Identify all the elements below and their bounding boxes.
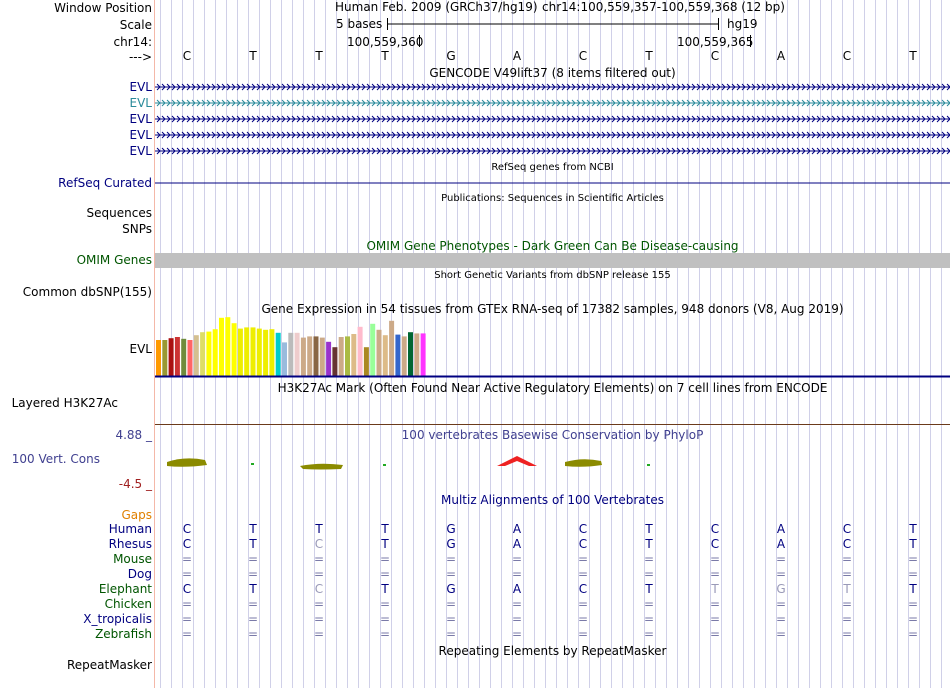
dna-base: C	[842, 49, 852, 63]
alignment-base: A	[776, 537, 786, 551]
gtex-tissue-bar	[206, 332, 211, 376]
alignment-base: =	[247, 627, 259, 641]
scale-db: hg19	[727, 17, 758, 31]
alignment-base: =	[841, 627, 853, 641]
alignment-base: =	[379, 567, 391, 581]
alignment-base: T	[315, 522, 323, 536]
alignment-base: =	[313, 627, 325, 641]
gtex-tissue-bar	[402, 336, 407, 376]
gtex-tissue-bar	[395, 335, 400, 376]
gtex-tissue-bar	[225, 317, 230, 376]
species-label-chicken[interactable]: Chicken	[104, 597, 152, 611]
alignment-base: C	[578, 537, 588, 551]
alignment-base: C	[314, 582, 324, 596]
alignment-base: =	[313, 612, 325, 626]
gtex-tissue-bar	[188, 340, 193, 376]
alignment-base: =	[709, 612, 721, 626]
omim-genes-label[interactable]: OMIM Genes	[76, 253, 152, 267]
gtex-tissue-bar	[219, 318, 224, 376]
alignment-base: C	[182, 537, 192, 551]
gtex-tissue-bar	[320, 338, 325, 376]
repeatmasker-label[interactable]: RepeatMasker	[66, 658, 152, 672]
track-image-area[interactable]	[155, 0, 950, 688]
common-dbsnp-label[interactable]: Common dbSNP(155)	[22, 285, 152, 299]
alignment-base: G	[446, 582, 456, 596]
phylop-mark-t3	[383, 464, 386, 466]
dna-base: T	[381, 49, 389, 63]
alignment-base: =	[511, 627, 523, 641]
alignment-base: =	[445, 627, 457, 641]
alignment-base: T	[381, 582, 389, 596]
alignment-base: T	[711, 582, 719, 596]
omim-track-title[interactable]: OMIM Gene Phenotypes - Dark Green Can Be Disease-causing	[366, 239, 739, 253]
alignment-base: T	[909, 582, 917, 596]
alignment-base: C	[578, 522, 588, 536]
phylop-mark-t2	[300, 464, 343, 470]
species-label-zebrafish[interactable]: Zebrafish	[95, 627, 152, 641]
alignment-base: =	[577, 612, 589, 626]
gtex-tissue-bar	[263, 330, 268, 376]
alignment-base: =	[511, 552, 523, 566]
alignment-base: =	[775, 567, 787, 581]
alignment-base: C	[710, 537, 720, 551]
alignment-base: T	[645, 522, 653, 536]
alignment-base: C	[842, 522, 852, 536]
scale-label: Scale	[119, 18, 152, 32]
gtex-tissue-bar	[257, 329, 262, 376]
alignment-base: =	[775, 612, 787, 626]
alignment-base: =	[709, 627, 721, 641]
gtex-tissue-bar	[295, 333, 300, 376]
dna-base: G	[446, 49, 456, 63]
alignment-base: T	[909, 522, 917, 536]
alignment-base: G	[446, 537, 456, 551]
dbsnp-track-title[interactable]: Short Genetic Variants from dbSNP release 155	[434, 270, 671, 281]
dna-base: T	[909, 49, 917, 63]
dna-base: T	[645, 49, 653, 63]
alignment-base: =	[709, 597, 721, 611]
alignment-base: =	[907, 597, 919, 611]
evl-track-label-5[interactable]: EVL	[129, 144, 152, 158]
alignment-base: =	[577, 627, 589, 641]
multiz-track-title[interactable]: Multiz Alignments of 100 Vertebrates	[440, 493, 665, 507]
gtex-tissue-bar	[162, 340, 167, 376]
alignment-base: =	[775, 552, 787, 566]
alignment-base: T	[249, 522, 257, 536]
alignment-base: =	[181, 597, 193, 611]
alignment-base: =	[313, 552, 325, 566]
phylop-mark-a	[497, 456, 537, 466]
alignment-base: T	[645, 582, 653, 596]
alignment-base: A	[512, 582, 522, 596]
alignment-base: T	[843, 582, 851, 596]
alignment-base: =	[511, 612, 523, 626]
alignment-base: =	[643, 567, 655, 581]
gtex-tissue-bar	[389, 321, 394, 376]
snps-label[interactable]: SNPs	[122, 222, 152, 236]
track-labels-panel	[0, 0, 154, 688]
dna-base: T	[315, 49, 323, 63]
alignment-base: T	[909, 537, 917, 551]
gtex-evl-label[interactable]: EVL	[129, 342, 152, 356]
phylop-mark-t	[251, 463, 254, 465]
evl-track-label-4[interactable]: EVL	[129, 128, 152, 142]
gtex-tissue-bar	[332, 347, 337, 376]
dna-base: T	[249, 49, 257, 63]
alignment-base: T	[645, 537, 653, 551]
alignment-base: =	[247, 597, 259, 611]
alignment-base: =	[379, 552, 391, 566]
gtex-tissue-bar	[288, 333, 293, 376]
species-label-mouse[interactable]: Mouse	[113, 552, 152, 566]
phylop-mark-t4	[647, 464, 650, 466]
coord-label-2: 100,559,365	[677, 35, 754, 49]
alignment-base: =	[445, 567, 457, 581]
species-label-dog[interactable]: Dog	[127, 567, 152, 581]
alignment-base: T	[381, 522, 389, 536]
alignment-base: =	[313, 567, 325, 581]
gtex-tissue-bar	[339, 337, 344, 376]
alignment-base: =	[445, 552, 457, 566]
refseq-curated-label[interactable]: RefSeq Curated	[58, 176, 152, 190]
alignment-base: =	[511, 597, 523, 611]
gtex-tissue-bar	[358, 327, 363, 376]
phylop-min-label: -4.5 _	[118, 477, 152, 491]
gencode-track-title[interactable]: GENCODE V49lift37 (8 items filtered out)	[429, 66, 676, 80]
gtex-tissue-bar	[364, 347, 369, 376]
dna-base: C	[578, 49, 588, 63]
gtex-tissue-bar	[200, 332, 205, 376]
gtex-tissue-bar	[156, 340, 161, 376]
refseq-track-title[interactable]: RefSeq genes from NCBI	[491, 162, 614, 173]
scale-text: 5 bases	[336, 17, 383, 31]
alignment-base: =	[577, 567, 589, 581]
alignment-base: =	[445, 597, 457, 611]
gtex-tissue-bar	[421, 333, 426, 376]
alignment-base: =	[907, 567, 919, 581]
alignment-base: =	[379, 612, 391, 626]
alignment-base: =	[181, 567, 193, 581]
gtex-tissue-bar	[244, 327, 249, 376]
coord-label-1: 100,559,360	[347, 35, 424, 49]
gtex-tissue-bar	[181, 339, 186, 376]
alignment-base: T	[249, 582, 257, 596]
alignment-base: =	[841, 597, 853, 611]
alignment-base: G	[776, 582, 786, 596]
evl-track-label-2[interactable]: EVL	[129, 96, 152, 110]
alignment-base: C	[842, 537, 852, 551]
gtex-tissue-bar	[307, 336, 312, 376]
alignment-base: C	[182, 582, 192, 596]
gtex-tissue-bar	[414, 333, 419, 376]
gtex-tissue-bar	[282, 342, 287, 376]
phylop-mark-c2	[565, 459, 602, 467]
gtex-tissue-bar	[351, 334, 356, 376]
layered-h3k27ac-label[interactable]: Layered H3K27Ac	[11, 396, 118, 410]
species-label-human[interactable]: Human	[108, 522, 152, 536]
alignment-base: =	[511, 567, 523, 581]
gtex-tissue-bar	[383, 335, 388, 376]
dna-base: A	[776, 49, 786, 63]
h3k27ac-track-title[interactable]: H3K27Ac Mark (Often Found Near Active Regulatory Elements) on 7 cell lines from ENCODE	[277, 381, 828, 395]
assembly-title: Human Feb. 2009 (GRCh37/hg19)	[335, 0, 538, 14]
alignment-base: =	[577, 597, 589, 611]
alignment-base: =	[643, 597, 655, 611]
species-label-rhesus[interactable]: Rhesus	[108, 537, 152, 551]
phylop-track-title[interactable]: 100 vertebrates Basewise Conservation by PhyloP	[401, 428, 704, 442]
alignment-base: =	[907, 627, 919, 641]
gtex-tissue-bar	[175, 337, 180, 376]
alignment-base: =	[841, 552, 853, 566]
gtex-tissue-bar	[232, 323, 237, 376]
tracks-canvas[interactable]	[155, 0, 950, 688]
alignment-base: =	[577, 552, 589, 566]
alignment-base: C	[578, 582, 588, 596]
alignment-base: C	[710, 522, 720, 536]
gtex-tissue-bar	[276, 333, 281, 376]
alignment-base: G	[446, 522, 456, 536]
alignment-base: =	[247, 552, 259, 566]
alignment-base: =	[181, 627, 193, 641]
species-label-elephant[interactable]: Elephant	[98, 582, 152, 596]
gtex-tissue-bar	[251, 327, 256, 376]
window-position-label: Window Position	[54, 1, 152, 15]
dna-base: A	[512, 49, 522, 63]
gtex-tissue-bar	[301, 338, 306, 376]
alignment-base: =	[379, 627, 391, 641]
phylop-max-label: 4.88 _	[115, 428, 152, 442]
gtex-track-title[interactable]: Gene Expression in 54 tissues from GTEx RNA-seq of 17382 samples, 948 donors (V8, Aug 2019)	[261, 302, 844, 316]
evl-track-label-3[interactable]: EVL	[129, 112, 152, 126]
gtex-tissue-bar	[408, 332, 413, 376]
alignment-base: =	[775, 627, 787, 641]
alignment-base: =	[445, 612, 457, 626]
alignment-base: =	[907, 612, 919, 626]
alignment-base: =	[709, 567, 721, 581]
phylop-mark-c	[167, 458, 207, 466]
repeatmasker-track-title[interactable]: Repeating Elements by RepeatMasker	[438, 644, 667, 658]
alignment-base: =	[181, 552, 193, 566]
gtex-tissue-bar	[314, 336, 319, 376]
alignment-base: =	[181, 612, 193, 626]
gtex-tissue-bar	[370, 324, 375, 376]
sequences-label[interactable]: Sequences	[86, 206, 152, 220]
alignment-base: C	[182, 522, 192, 536]
omim-gene-bar	[155, 253, 950, 268]
alignment-base: =	[313, 597, 325, 611]
alignment-base: =	[709, 552, 721, 566]
strand-arrow-label: --->	[128, 50, 152, 64]
alignment-base: =	[775, 597, 787, 611]
alignment-base: =	[907, 552, 919, 566]
gtex-tissue-bar	[169, 338, 174, 376]
alignment-base: T	[381, 537, 389, 551]
alignment-base: A	[776, 522, 786, 536]
gtex-tissue-bar	[377, 330, 382, 376]
gtex-tissue-bar	[238, 329, 243, 376]
alignment-base: =	[247, 567, 259, 581]
gtex-tissue-bar	[326, 342, 331, 376]
chrom-label: chr14:	[113, 35, 152, 49]
gaps-label: Gaps	[121, 508, 152, 522]
alignment-base: =	[643, 552, 655, 566]
alignment-base: =	[643, 627, 655, 641]
species-label-x_tropicalis[interactable]: X_tropicalis	[83, 612, 152, 626]
alignment-base: =	[841, 567, 853, 581]
alignment-base: A	[512, 537, 522, 551]
position-readout: chr14:100,559,357-100,559,368 (12 bp)	[542, 0, 785, 14]
alignment-base: T	[249, 537, 257, 551]
alignment-base: =	[247, 612, 259, 626]
alignment-base: =	[379, 597, 391, 611]
gtex-tissue-bar	[194, 335, 199, 376]
gtex-tissue-bar	[345, 336, 350, 376]
vert-cons-label[interactable]: 100 Vert. Cons	[11, 452, 100, 466]
dna-base: C	[182, 49, 192, 63]
alignment-base: A	[512, 522, 522, 536]
evl-track-label-1[interactable]: EVL	[129, 80, 152, 94]
alignment-base: =	[841, 612, 853, 626]
publications-track-title[interactable]: Publications: Sequences in Scientific Articles	[441, 193, 664, 204]
gtex-tissue-bar	[269, 329, 274, 376]
alignment-base: C	[314, 537, 324, 551]
dna-base: C	[710, 49, 720, 63]
alignment-base: =	[643, 612, 655, 626]
gtex-tissue-bar	[213, 329, 218, 376]
